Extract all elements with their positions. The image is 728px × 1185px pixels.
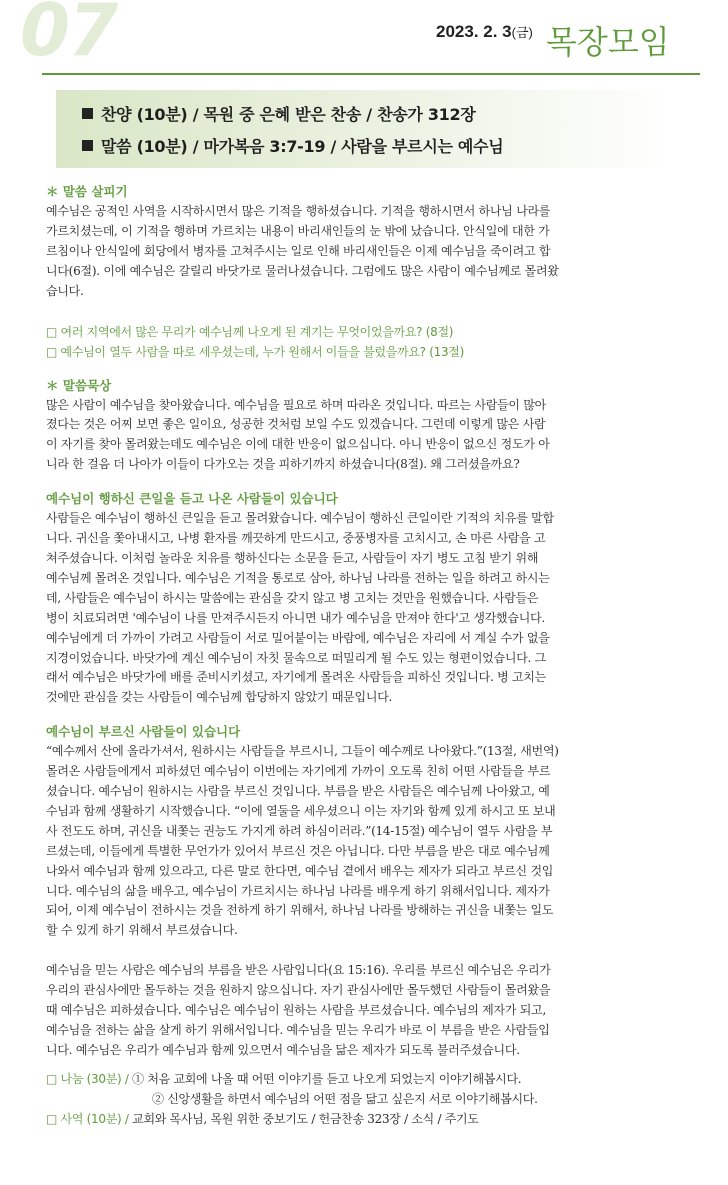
banner-word-text: 말씀 (10분) / 마가복음 3:7-19 / 사람을 부르시는 예수님 [101,137,504,156]
text-line: 되어, 이제 예수님이 전하시는 것을 전하게 하기 위해서, 하나님 나라를 방해하는 귀신을 내쫓는 일도 [46,903,554,918]
text-line: 수님과 함께 생활하기 시작했습니다. “이에 열둘을 세우셨으니 이는 자기와 함께 있게 하시고 또 보내 [46,803,556,818]
text-line: 데, 사람들은 예수님이 하시는 말씀에는 관심을 갖지 않고 병 고치는 것만을 원했습니다. 사람들은 [46,590,539,605]
text-line: 래서 예수님은 바닷가에 배를 준비시키셨고, 자기에게 몰려온 사람들을 피하신 것입니다. 병 고치는 [46,670,547,685]
sharing-item-1: ① 처음 교회에 나올 때 어떤 이야기를 듣고 나오게 되었는지 이야기해봅시다. [128,1071,522,1086]
square-bullet-icon [82,108,93,119]
text-line: 예수님은 공적인 사역을 시작하시면서 많은 기적을 행하셨습니다. 기적을 행하시면서 하나님 나라를 [46,204,551,218]
text-line: 쳐주셨습니다. 이처럼 놀라운 치유를 행하신다는 소문을 듣고, 사람들이 자기 병도 고침 받기 위해 [46,550,539,565]
spacer [46,1061,682,1069]
paragraph-meditate [46,396,682,476]
text-line: 니다(6절). 이에 예수님은 갈릴리 바닷가로 물러나셨습니다. 그럼에도 많은 사람이 예수님께로 몰려왔 [46,263,559,278]
program-banner [56,90,672,168]
spacer [46,302,682,322]
text-line: 나와서 예수님과 함께 있으라고, 다른 말로 한다면, 예수님 곁에서 배우는 제자가 되라고 부르신 것입 [46,863,554,878]
question-2: □ 예수님이 열두 사람을 따로 세우셨는데, 누가 원해서 이들을 불렀을까요? (13절) [46,344,464,359]
text-line: “예수께서 산에 올라가셔서, 원하시는 사람들을 부르시니, 그들이 예수께로 나아왔다.”(13절, 새번역) [46,744,559,759]
section-heading-called: 예수님이 부르신 사람들이 있습니다 [46,724,241,740]
ministry-row [46,1109,682,1129]
spacer [46,708,682,722]
text-line: 르침이나 안식일에 회당에서 병자를 고쳐주시는 일로 인해 바리새인들은 이제 예수님을 죽이려고 합 [46,243,551,258]
weekday: (금) [511,25,533,40]
sharing-row-2 [46,1089,682,1109]
paragraph-heard [46,509,682,708]
question-1: □ 여러 지역에서 많은 무리가 예수님께 나오게 된 계기는 무엇이었을까요? (8절) [46,324,454,339]
ministry-label: □ 사역 (10분) / [46,1111,129,1126]
spacer [46,941,682,961]
text-line: 르셨는데, 이들에게 특별한 무언가가 있어서 부르신 것은 아닙니다. 다만 부름을 받은 대로 예수님께 [46,843,550,858]
text-line: 몰려온 사람들에게서 피하셨던 예수님이 이번에는 자기에게 가까이 오도록 친히 어떤 사람들을 부르 [46,764,551,779]
paragraph-look [46,202,682,302]
header-divider [42,73,700,75]
main-content [46,182,682,1129]
paragraph-called [46,742,682,941]
text-line: 많은 사람이 예수님을 찾아왔습니다. 예수님을 필요로 하며 따라온 것입니다. 따르는 사람들이 많아 [46,397,547,412]
ministry-text: 교회와 목사님, 목원 위한 중보기도 / 헌금찬송 323장 / 소식 / 주기도 [128,1111,479,1126]
text-line: 니다. 예수님은 우리가 예수님과 함께 있으면서 예수님을 닮은 제자가 되도록 불러주셨습니다. [46,1042,520,1057]
text-line: 병이 치료되려면 '예수님이 나를 만져주시든지 아니면 내가 예수님을 만져야 한다'고 생각했습니다. [46,610,545,625]
text-line: 니다. 귀신을 쫓아내시고, 나병 환자를 깨끗하게 만드시고, 중풍병자를 고치시고, 손 마른 사람을 고 [46,531,546,546]
text-line: 우리의 관심사에만 몰두하는 것을 원하지 않으십니다. 자기 관심사에만 몰두했던 사람들이 몰려왔을 [46,983,551,998]
section-heading-heard: 예수님이 행하신 큰일을 듣고 나온 사람들이 있습니다 [46,491,338,507]
spacer [46,362,682,376]
sharing-label: □ 나눔 (30분) / [46,1071,129,1086]
text-line: 가르치셨는데, 이 기적을 행하며 가르치는 내용이 바리새인들의 눈 밖에 났습니다. 안식일에 대한 가 [46,223,550,238]
text-line: 예수님을 믿는 사람은 예수님의 부름을 받은 사람입니다(요 15:16). 우리를 부르신 예수님은 우리가 [46,963,551,978]
text-line: 예수님을 전하는 삶을 살게 하기 위해서입니다. 예수님을 믿는 우리가 바로 이 부름을 받은 사람들입 [46,1023,550,1037]
text-line: 사람들은 예수님이 행하신 큰일을 듣고 몰려왔습니다. 예수님이 행하신 큰일이란 기적의 치유를 말합 [46,511,554,526]
text-line: 사 전도도 하며, 귀신을 내쫓는 권능도 가지게 하려 하심이러라.”(14-15절) 예수님이 열두 사람을 부 [46,823,553,838]
text-line: 습니다. [46,283,84,298]
text-line: 셨습니다. 예수님이 원하시는 사람을 부르신 것입니다. 부름을 받은 사람들은 예수님께 나아왔고, 예 [46,784,550,799]
sharing-item-2: ② 신앙생활을 하면서 예수님의 어떤 점을 닮고 싶은지 서로 이야기해봅시다. [152,1091,538,1106]
paragraph-believer [46,961,682,1061]
square-bullet-icon [82,140,93,151]
banner-praise [82,102,475,125]
text-line: 이 자기를 찾아 몰려왔는데도 예수님은 이에 대한 반응이 없으십니다. 아니 반응이 없으신 정도가 아 [46,437,550,452]
text-line: 니다. 예수님의 삶을 배우고, 예수님이 가르치시는 하나님 나라를 배우게 하기 위해서입니다. 제자가 [46,883,550,898]
page-title: 목장모임 [546,23,670,61]
section-heading-meditate: ＊ 말씀묵상 [46,377,112,393]
banner-praise-text: 찬양 (10분) / 목원 중 은혜 받은 찬송 / 찬송가 312장 [101,105,476,124]
text-line: 때 예수님은 피하셨습니다. 예수님은 예수님이 원하는 사람을 부르셨습니다. 예수님의 제자가 되고, [46,1003,547,1018]
text-line: 지경이었습니다. 바닷가에 계신 예수님이 자칫 물속으로 떠밀리게 될 수도 있는 형편이었습니다. 그 [46,650,547,665]
banner-word [82,134,503,157]
meeting-date [436,22,533,42]
text-line: 예수님께 몰려온 것입니다. 예수님은 기적을 통로로 삼아, 하나님 나라를 전하는 일을 하려고 하시는 [46,570,550,585]
sharing-row [46,1069,682,1089]
text-line: 졌다는 것은 어찌 보면 좋은 일이요, 성공한 것처럼 보일 수도 있겠습니다. 그런데 이렇게 많은 사람 [46,417,546,432]
text-line: 니라 한 걸음 더 나아가 이들이 다가오는 것을 피하기까지 하셨습니다(8절). 왜 그러셨을까요? [46,457,520,472]
spacer [46,475,682,489]
date-text: 2023. 2. 3 [436,22,512,41]
section-heading-look: ＊ 말씀 살피기 [46,184,128,199]
page-number: 07 [20,0,117,72]
text-line: 예수님에게 더 가까이 가려고 사람들이 서로 밀어붙이는 바람에, 예수님은 자리에 서 계실 수가 없을 [46,630,550,645]
text-line: 할 수 있게 하기 위해서 부르셨습니다. [46,923,238,938]
text-line: 것에만 관심을 갖는 사람들이 예수님께 합당하지 않았기 때문입니다. [46,690,393,705]
